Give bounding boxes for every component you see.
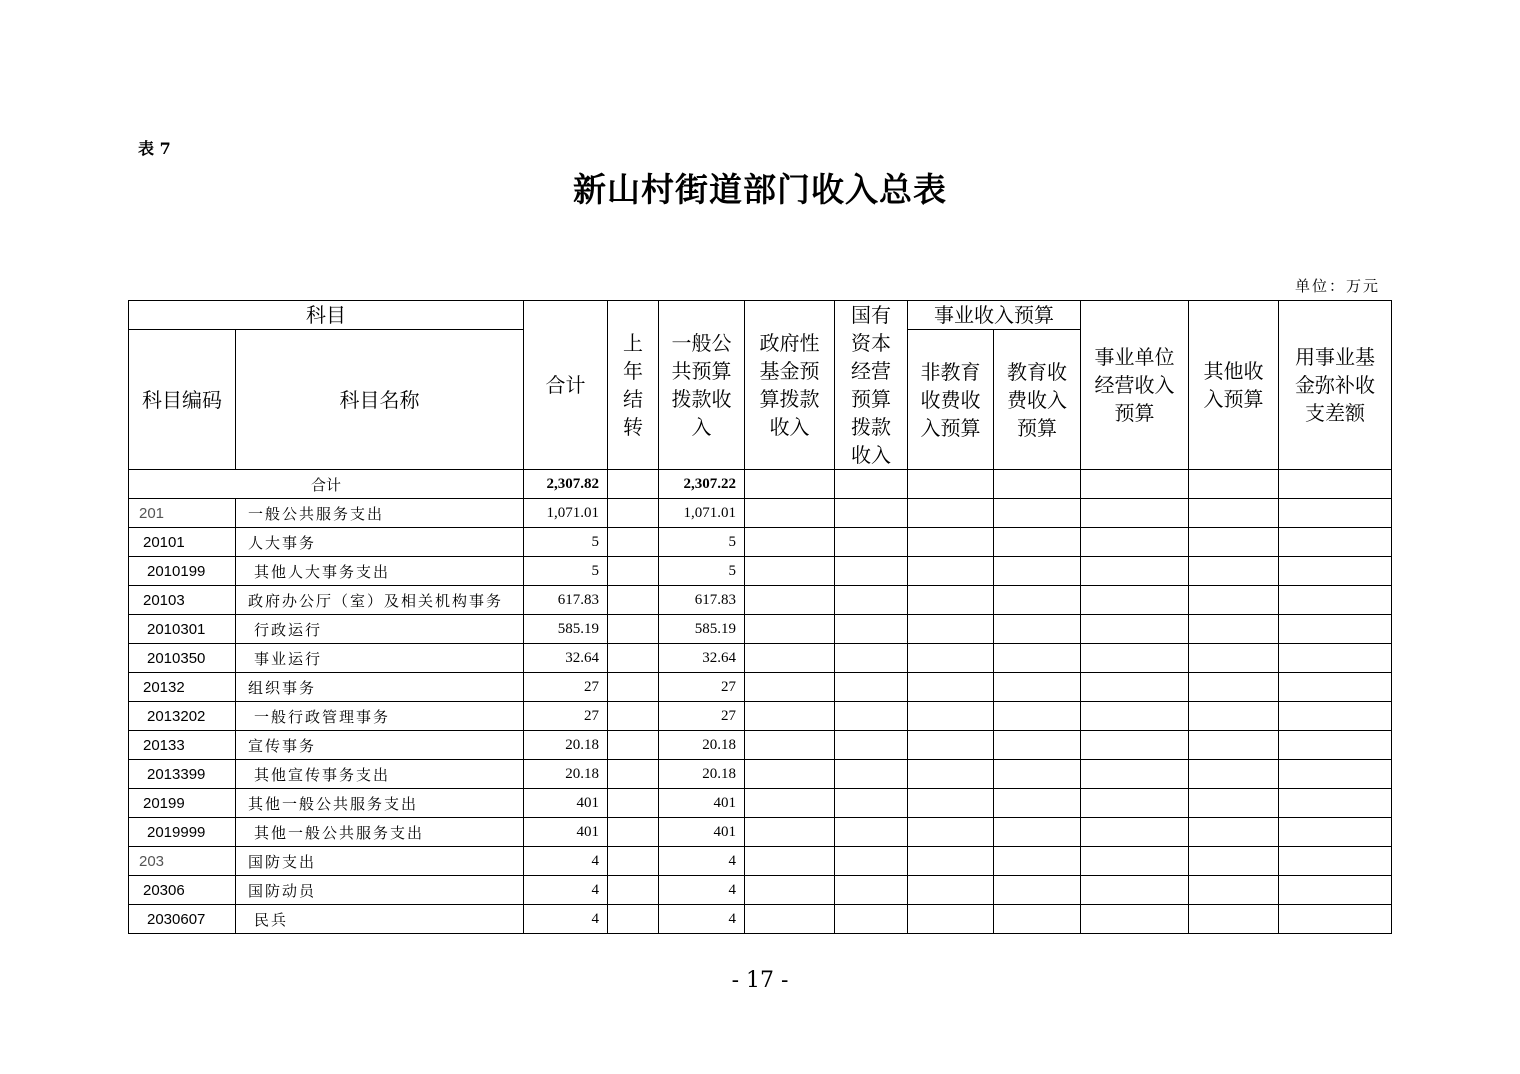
header-general-budget: 一般公共预算拨款收入 (659, 301, 745, 470)
empty-cell (1189, 702, 1279, 731)
empty-cell (908, 760, 994, 789)
total-row (129, 470, 1392, 499)
total-cell: 20.18 (524, 760, 608, 789)
empty-cell (1189, 905, 1279, 934)
empty-cell (994, 702, 1081, 731)
empty-cell (608, 847, 659, 876)
page-number: - 17 - (731, 968, 789, 993)
empty-cell (745, 905, 835, 934)
empty-cell (745, 615, 835, 644)
header-subject-name: 科目名称 (236, 330, 524, 470)
table-row (129, 905, 1392, 934)
subject-name-cell: 事业运行 (236, 644, 524, 673)
empty-cell (835, 760, 908, 789)
empty-cell (1189, 557, 1279, 586)
subject-name-cell: 其他一般公共服务支出 (236, 818, 524, 847)
empty-cell (994, 789, 1081, 818)
subject-name-cell: 行政运行 (236, 615, 524, 644)
empty-cell (608, 876, 659, 905)
total-cell: 4 (524, 905, 608, 934)
general-budget-cell: 4 (659, 847, 745, 876)
total-cell: 5 (524, 557, 608, 586)
header-total: 合计 (524, 301, 608, 470)
subject-name-cell: 一般公共服务支出 (236, 499, 524, 528)
empty-cell (745, 470, 835, 499)
subject-name-cell: 其他宣传事务支出 (236, 760, 524, 789)
empty-cell (1189, 615, 1279, 644)
table-row (129, 760, 1392, 789)
empty-cell (908, 615, 994, 644)
header-career-income: 事业收入预算 (908, 301, 1081, 330)
empty-cell (1189, 528, 1279, 557)
header-non-edu: 非教育收费收入预算 (908, 330, 994, 470)
empty-cell (908, 586, 994, 615)
empty-cell (994, 760, 1081, 789)
empty-cell (1189, 673, 1279, 702)
empty-cell (1081, 876, 1189, 905)
empty-cell (745, 644, 835, 673)
subject-code-cell: 2013399 (129, 760, 236, 789)
empty-cell (908, 818, 994, 847)
empty-cell (608, 644, 659, 673)
empty-cell (1081, 818, 1189, 847)
empty-cell (1279, 760, 1392, 789)
subject-code-cell: 2010350 (129, 644, 236, 673)
general-budget-cell: 20.18 (659, 760, 745, 789)
general-budget-cell: 27 (659, 673, 745, 702)
total-cell: 617.83 (524, 586, 608, 615)
subject-code-cell: 2019999 (129, 818, 236, 847)
subject-name-cell: 其他一般公共服务支出 (236, 789, 524, 818)
empty-cell (608, 586, 659, 615)
empty-cell (745, 586, 835, 615)
empty-cell (745, 731, 835, 760)
empty-cell (835, 586, 908, 615)
empty-cell (1279, 557, 1392, 586)
general-budget-cell: 5 (659, 528, 745, 557)
header-other-income: 其他收入预算 (1189, 301, 1279, 470)
empty-cell (908, 847, 994, 876)
empty-cell (1279, 586, 1392, 615)
empty-cell (994, 673, 1081, 702)
empty-cell (994, 731, 1081, 760)
table-number: 表 7 (138, 139, 171, 158)
subject-code-cell: 2010199 (129, 557, 236, 586)
subject-code-cell: 20306 (129, 876, 236, 905)
header-edu: 教育收费收入预算 (994, 330, 1081, 470)
table-row (129, 557, 1392, 586)
empty-cell (745, 702, 835, 731)
empty-cell (994, 905, 1081, 934)
subject-code-cell: 20133 (129, 731, 236, 760)
empty-cell (745, 818, 835, 847)
total-cell: 27 (524, 702, 608, 731)
empty-cell (908, 905, 994, 934)
empty-cell (1189, 731, 1279, 760)
document-title: 新山村街道部门收入总表 (573, 170, 947, 209)
empty-cell (908, 876, 994, 905)
subject-code-cell: 203 (129, 847, 236, 876)
header-career-fund: 用事业基金弥补收支差额 (1279, 301, 1392, 470)
empty-cell (994, 557, 1081, 586)
empty-cell (994, 528, 1081, 557)
empty-cell (1081, 586, 1189, 615)
empty-cell (1189, 847, 1279, 876)
empty-cell (608, 615, 659, 644)
subject-name-cell: 政府办公厅（室）及相关机构事务 (236, 586, 524, 615)
empty-cell (835, 644, 908, 673)
empty-cell (908, 470, 994, 499)
empty-cell (994, 586, 1081, 615)
general-budget-cell: 27 (659, 702, 745, 731)
header-unit-operation: 事业单位经营收入预算 (1081, 301, 1189, 470)
empty-cell (1189, 644, 1279, 673)
empty-cell (745, 760, 835, 789)
empty-cell (994, 818, 1081, 847)
empty-cell (608, 789, 659, 818)
empty-cell (1081, 644, 1189, 673)
empty-cell (1189, 876, 1279, 905)
empty-cell (908, 557, 994, 586)
general-budget-cell: 401 (659, 818, 745, 847)
table-row (129, 673, 1392, 702)
empty-cell (1279, 470, 1392, 499)
general-budget-cell: 5 (659, 557, 745, 586)
total-cell: 20.18 (524, 731, 608, 760)
empty-cell (745, 876, 835, 905)
table-header (129, 301, 1392, 470)
empty-cell (994, 876, 1081, 905)
empty-cell (1081, 789, 1189, 818)
general-budget-cell: 4 (659, 876, 745, 905)
header-state-capital: 国有资本经营预算拨款收入 (835, 301, 908, 470)
table-row (129, 644, 1392, 673)
empty-cell (1279, 905, 1392, 934)
subject-code-cell: 20101 (129, 528, 236, 557)
empty-cell (1081, 615, 1189, 644)
subject-name-cell: 一般行政管理事务 (236, 702, 524, 731)
empty-cell (608, 528, 659, 557)
total-general-budget: 2,307.22 (659, 470, 745, 499)
empty-cell (835, 673, 908, 702)
total-label: 合计 (129, 470, 524, 499)
empty-cell (908, 789, 994, 818)
empty-cell (1081, 499, 1189, 528)
empty-cell (608, 557, 659, 586)
empty-cell (1279, 528, 1392, 557)
empty-cell (608, 470, 659, 499)
income-summary-table (128, 300, 1392, 934)
empty-cell (1081, 470, 1189, 499)
subject-code-cell: 2010301 (129, 615, 236, 644)
empty-cell (608, 499, 659, 528)
header-carryover-char: 年 (623, 359, 643, 383)
empty-cell (1081, 760, 1189, 789)
empty-cell (1189, 470, 1279, 499)
table-row (129, 847, 1392, 876)
empty-cell (908, 731, 994, 760)
empty-cell (835, 499, 908, 528)
table-row (129, 702, 1392, 731)
general-budget-cell: 32.64 (659, 644, 745, 673)
empty-cell (1279, 499, 1392, 528)
empty-cell (608, 702, 659, 731)
total-cell: 5 (524, 528, 608, 557)
empty-cell (608, 673, 659, 702)
empty-cell (1279, 615, 1392, 644)
empty-cell (1279, 876, 1392, 905)
subject-name-cell: 其他人大事务支出 (236, 557, 524, 586)
empty-cell (745, 673, 835, 702)
empty-cell (908, 499, 994, 528)
unit-label: 单位：万元 (1294, 277, 1380, 295)
empty-cell (994, 499, 1081, 528)
empty-cell (1081, 847, 1189, 876)
total-cell: 585.19 (524, 615, 608, 644)
table-row (129, 615, 1392, 644)
empty-cell (608, 760, 659, 789)
subject-code-cell: 2013202 (129, 702, 236, 731)
general-budget-cell: 617.83 (659, 586, 745, 615)
empty-cell (1189, 499, 1279, 528)
empty-cell (1189, 586, 1279, 615)
empty-cell (1279, 818, 1392, 847)
total-cell: 27 (524, 673, 608, 702)
empty-cell (908, 528, 994, 557)
empty-cell (745, 528, 835, 557)
empty-cell (908, 644, 994, 673)
empty-cell (994, 470, 1081, 499)
empty-cell (835, 528, 908, 557)
empty-cell (835, 470, 908, 499)
total-cell: 401 (524, 789, 608, 818)
empty-cell (908, 702, 994, 731)
empty-cell (745, 789, 835, 818)
empty-cell (1081, 673, 1189, 702)
empty-cell (745, 847, 835, 876)
general-budget-cell: 401 (659, 789, 745, 818)
subject-name-cell: 人大事务 (236, 528, 524, 557)
empty-cell (1189, 818, 1279, 847)
empty-cell (1081, 557, 1189, 586)
empty-cell (1081, 702, 1189, 731)
empty-cell (1279, 702, 1392, 731)
total-cell: 4 (524, 876, 608, 905)
empty-cell (1081, 905, 1189, 934)
general-budget-cell: 4 (659, 905, 745, 934)
empty-cell (745, 499, 835, 528)
empty-cell (835, 789, 908, 818)
subject-name-cell: 组织事务 (236, 673, 524, 702)
subject-code-cell: 20132 (129, 673, 236, 702)
empty-cell (1081, 528, 1189, 557)
total-cell: 401 (524, 818, 608, 847)
empty-cell (835, 615, 908, 644)
total-cell: 32.64 (524, 644, 608, 673)
table-row (129, 818, 1392, 847)
empty-cell (835, 905, 908, 934)
table-row (129, 731, 1392, 760)
empty-cell (835, 818, 908, 847)
empty-cell (608, 731, 659, 760)
subject-code-cell: 20103 (129, 586, 236, 615)
empty-cell (994, 847, 1081, 876)
empty-cell (1189, 789, 1279, 818)
empty-cell (1081, 731, 1189, 760)
table-row (129, 876, 1392, 905)
header-subject: 科目 (129, 301, 524, 330)
table-row (129, 528, 1392, 557)
header-subject-code: 科目编码 (129, 330, 236, 470)
table-row (129, 586, 1392, 615)
subject-name-cell: 国防动员 (236, 876, 524, 905)
empty-cell (835, 876, 908, 905)
empty-cell (608, 818, 659, 847)
empty-cell (1279, 847, 1392, 876)
subject-name-cell: 国防支出 (236, 847, 524, 876)
empty-cell (608, 905, 659, 934)
total-amount: 2,307.82 (524, 470, 608, 499)
general-budget-cell: 585.19 (659, 615, 745, 644)
empty-cell (835, 731, 908, 760)
subject-name-cell: 民兵 (236, 905, 524, 934)
general-budget-cell: 1,071.01 (659, 499, 745, 528)
header-gov-fund: 政府性基金预算拨款收入 (745, 301, 835, 470)
header-carryover (608, 301, 659, 470)
empty-cell (994, 615, 1081, 644)
empty-cell (908, 673, 994, 702)
empty-cell (835, 847, 908, 876)
empty-cell (745, 557, 835, 586)
empty-cell (1189, 760, 1279, 789)
empty-cell (1279, 673, 1392, 702)
subject-code-cell: 2030607 (129, 905, 236, 934)
empty-cell (1279, 789, 1392, 818)
empty-cell (994, 644, 1081, 673)
general-budget-cell: 20.18 (659, 731, 745, 760)
empty-cell (835, 557, 908, 586)
subject-code-cell: 201 (129, 499, 236, 528)
total-cell: 4 (524, 847, 608, 876)
subject-name-cell: 宣传事务 (236, 731, 524, 760)
header-carryover-char: 上 (623, 331, 643, 355)
empty-cell (1279, 731, 1392, 760)
header-carryover-char: 结 (623, 387, 643, 411)
header-carryover-char: 转 (623, 415, 643, 439)
total-cell: 1,071.01 (524, 499, 608, 528)
empty-cell (835, 702, 908, 731)
table-row (129, 499, 1392, 528)
table-body (129, 470, 1392, 934)
empty-cell (1279, 644, 1392, 673)
subject-code-cell: 20199 (129, 789, 236, 818)
table-row (129, 789, 1392, 818)
